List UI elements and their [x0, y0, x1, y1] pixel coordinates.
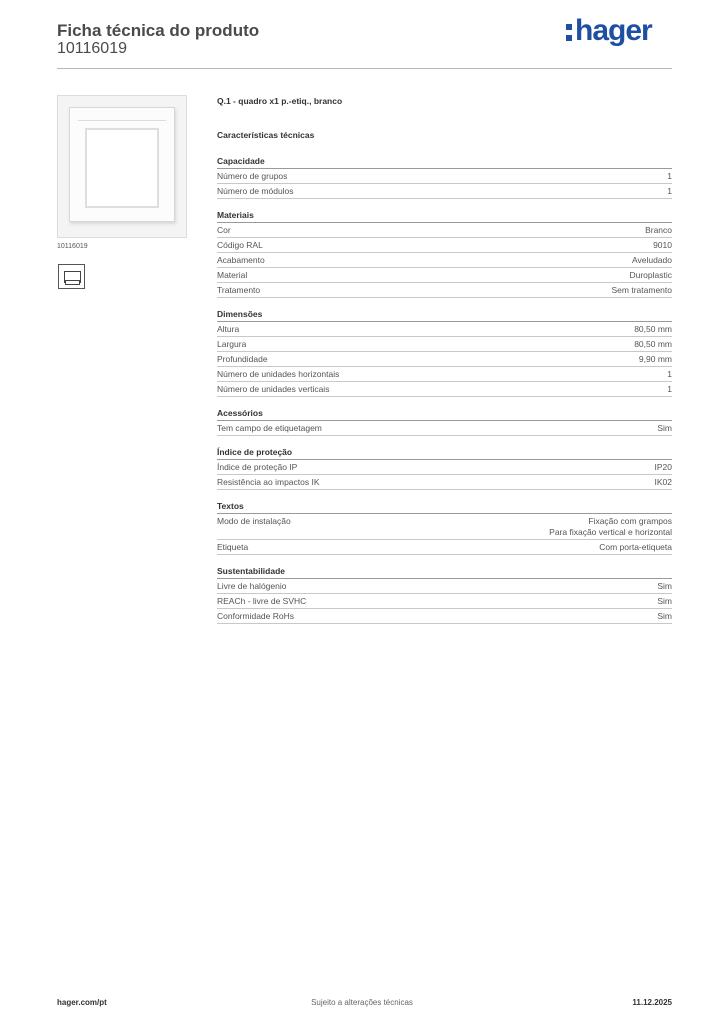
spec-row: [217, 169, 672, 184]
spec-row: [217, 367, 672, 382]
logo-text: hager: [575, 14, 652, 47]
spec-label: Resistência ao impactos IK: [217, 476, 320, 487]
spec-label: Etiqueta: [217, 541, 249, 552]
label-slot: [78, 114, 166, 121]
spec-value: 1: [667, 185, 672, 196]
footer-date: 11.12.2025: [632, 998, 672, 1007]
spec-value: 1: [667, 170, 672, 181]
spec-value: Duroplastic: [629, 269, 672, 280]
frame-opening: [85, 128, 159, 208]
spec-value: Sem tratamento: [611, 284, 672, 295]
spec-value: 1: [667, 368, 672, 379]
spec-row: [217, 184, 672, 199]
spec-row: [217, 253, 672, 268]
spec-group-title: Índice de proteção: [217, 447, 672, 460]
spec-row: [217, 283, 672, 298]
spec-groups: [217, 156, 672, 624]
product-photo: [57, 95, 187, 238]
spec-value: 80,50 mm: [634, 338, 672, 349]
spec-label: Cor: [217, 224, 231, 235]
spec-value: Branco: [645, 224, 672, 235]
frame-image: [69, 107, 175, 222]
spec-label: Profundidade: [217, 353, 268, 364]
spec-value: Sim: [657, 595, 672, 606]
spec-value: Aveludado: [631, 254, 672, 265]
spec-label: Material: [217, 269, 248, 280]
product-code: 10116019: [57, 40, 127, 57]
spec-label: Largura: [217, 338, 247, 349]
footer-disclaimer: Sujeito a alterações técnicas: [311, 998, 413, 1007]
spec-label: Altura: [217, 323, 240, 334]
spec-group-title: Dimensões: [217, 309, 672, 322]
hager-logo: [566, 14, 652, 48]
spec-value: 1: [667, 383, 672, 394]
spec-row: [217, 460, 672, 475]
spec-row: [217, 238, 672, 253]
spec-row: [217, 421, 672, 436]
spec-label: Número de grupos: [217, 170, 288, 181]
spec-label: Código RAL: [217, 239, 263, 250]
spec-value: Com porta-etiqueta: [599, 541, 672, 552]
spec-value: 9,90 mm: [638, 353, 672, 364]
logo-dots-icon: [566, 22, 573, 43]
spec-value: 80,50 mm: [634, 323, 672, 334]
spec-row: [217, 268, 672, 283]
spec-row: [217, 337, 672, 352]
spec-group-title: Capacidade: [217, 156, 672, 169]
spec-label: Acabamento: [217, 254, 265, 265]
page-title: Ficha técnica do produto: [57, 21, 260, 40]
spec-label: REACh - livre de SVHC: [217, 595, 307, 606]
spec-row: [217, 609, 672, 624]
spec-label: Tem campo de etiquetagem: [217, 422, 322, 433]
spec-value: Sim: [657, 580, 672, 591]
spec-row: [217, 382, 672, 397]
spec-value: Sim: [657, 610, 672, 621]
spec-row: [217, 352, 672, 367]
spec-group-title: Materiais: [217, 210, 672, 223]
spec-label: Número de unidades verticais: [217, 383, 330, 394]
spec-row: [217, 514, 672, 540]
spec-row: [217, 594, 672, 609]
spec-row: [217, 322, 672, 337]
spec-label: Conformidade RoHs: [217, 610, 295, 621]
spec-row: [217, 223, 672, 238]
spec-label: Número de unidades horizontais: [217, 368, 340, 379]
spec-value: Fixação com grampos Para fixação vertical e horizontal: [549, 515, 672, 537]
spec-label: Livre de halógenio: [217, 580, 287, 591]
section-heading: Características técnicas: [217, 130, 315, 140]
label-frame-icon: [58, 264, 85, 289]
product-name: Q.1 - quadro x1 p.-etiq., branco: [217, 96, 343, 106]
footer-website[interactable]: hager.com/pt: [57, 998, 107, 1007]
spec-label: Número de módulos: [217, 185, 294, 196]
header-divider: [57, 68, 672, 69]
spec-value: IK02: [654, 476, 672, 487]
spec-row: [217, 540, 672, 555]
spec-label: Modo de instalação: [217, 515, 291, 526]
spec-row: [217, 475, 672, 490]
spec-content: [217, 96, 672, 624]
photo-caption: 10116019: [57, 243, 88, 250]
spec-group-title: Acessórios: [217, 408, 672, 421]
spec-group-title: Textos: [217, 501, 672, 514]
spec-row: [217, 579, 672, 594]
spec-label: Tratamento: [217, 284, 261, 295]
spec-value: IP20: [654, 461, 672, 472]
spec-value: Sim: [657, 422, 672, 433]
spec-value: 9010: [653, 239, 672, 250]
spec-label: Índice de proteção IP: [217, 461, 298, 472]
spec-group-title: Sustentabilidade: [217, 566, 672, 579]
